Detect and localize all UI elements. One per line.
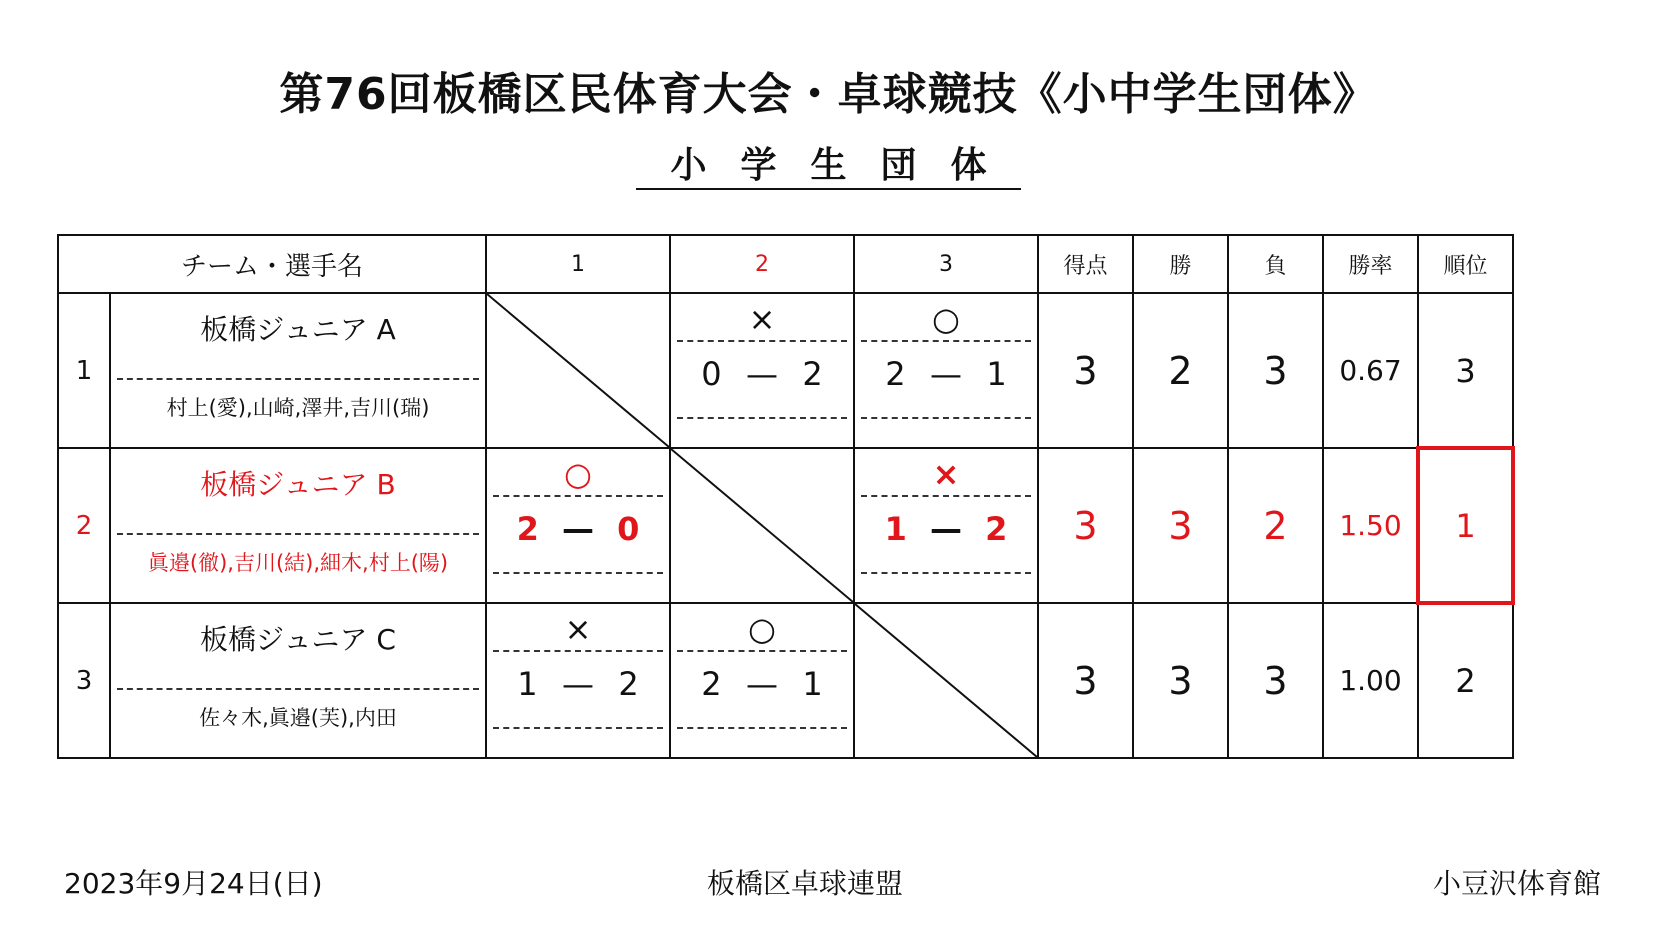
match-score xyxy=(671,664,853,704)
score-left: 2 xyxy=(516,510,539,548)
match-score xyxy=(855,509,1037,549)
header-points: 得点 xyxy=(1038,235,1133,293)
score-right: 2 xyxy=(985,510,1008,548)
self-match-cell xyxy=(854,603,1038,758)
win-rate-value: 1.50 xyxy=(1323,448,1418,603)
header-losses: 負 xyxy=(1228,235,1323,293)
wins-value: 3 xyxy=(1133,448,1228,603)
header-wins: 勝 xyxy=(1133,235,1228,293)
score-right: 1 xyxy=(802,665,823,703)
team-number: 1 xyxy=(58,293,110,448)
win-rate-value: 1.00 xyxy=(1323,603,1418,758)
venue-name: 小豆沢体育館 xyxy=(1432,867,1601,900)
diagonal-line xyxy=(855,604,1037,757)
rank-value: 3 xyxy=(1418,293,1513,448)
team-name: 板橋ジュニア A xyxy=(200,313,396,346)
match-cell xyxy=(670,293,854,448)
league-table xyxy=(57,234,1514,759)
match-cell xyxy=(854,448,1038,603)
score-left: 0 xyxy=(701,355,722,393)
score-dash: — xyxy=(562,510,594,548)
win-mark: ○ xyxy=(564,455,592,493)
score-left: 2 xyxy=(885,355,906,393)
score-left: 1 xyxy=(884,510,907,548)
header-team-player: チーム・選手名 xyxy=(58,235,486,293)
team-number: 2 xyxy=(58,448,110,603)
diagonal-line xyxy=(487,294,669,447)
dashed-divider xyxy=(117,378,479,380)
header-win-rate: 勝率 xyxy=(1323,235,1418,293)
header-opponent-2: 2 xyxy=(670,235,854,293)
event-date: 2023年9月24日(日) xyxy=(64,867,323,900)
header-opponent-1: 1 xyxy=(486,235,670,293)
team-cell xyxy=(110,448,486,603)
rank-value-highlighted xyxy=(1418,448,1513,603)
team-row xyxy=(58,603,1513,758)
header-rank: 順位 xyxy=(1418,235,1513,293)
team-name: 板橋ジュニア B xyxy=(200,468,396,501)
match-cell xyxy=(670,603,854,758)
score-right: 2 xyxy=(618,665,639,703)
match-cell xyxy=(854,293,1038,448)
team-row xyxy=(58,448,1513,603)
losses-value: 2 xyxy=(1228,448,1323,603)
page-subtitle: 小学生団体 xyxy=(636,144,1020,190)
score-dash: — xyxy=(930,510,962,548)
match-score xyxy=(487,509,669,549)
losses-value: 3 xyxy=(1228,603,1323,758)
match-cell xyxy=(486,448,670,603)
team-row xyxy=(58,293,1513,448)
wins-value: 2 xyxy=(1133,293,1228,448)
team-cell xyxy=(110,293,486,448)
team-players: 村上(愛),山崎,澤井,吉川(瑞) xyxy=(166,396,430,420)
rank-value: 1 xyxy=(1455,506,1476,545)
match-cell xyxy=(486,603,670,758)
points-value: 3 xyxy=(1038,448,1133,603)
page-title: 第76回板橋区民体育大会・卓球競技《小中学生団体》 xyxy=(279,69,1378,120)
dashed-divider xyxy=(117,688,479,690)
team-cell xyxy=(110,603,486,758)
team-players: 眞邉(徹),吉川(結),細木,村上(陽) xyxy=(147,551,449,575)
loss-mark: × xyxy=(564,610,592,648)
dashed-divider xyxy=(117,533,479,535)
team-number: 3 xyxy=(58,603,110,758)
points-value: 3 xyxy=(1038,293,1133,448)
losses-value: 3 xyxy=(1228,293,1323,448)
score-dash: — xyxy=(745,665,778,703)
score-dash: — xyxy=(561,665,594,703)
score-left: 1 xyxy=(517,665,538,703)
points-value: 3 xyxy=(1038,603,1133,758)
organizer-name: 板橋区卓球連盟 xyxy=(706,867,903,900)
rank-value: 2 xyxy=(1418,603,1513,758)
loss-mark: × xyxy=(932,455,960,493)
score-right: 1 xyxy=(986,355,1007,393)
match-score xyxy=(855,354,1037,394)
score-dash: — xyxy=(745,355,778,393)
score-right: 2 xyxy=(802,355,823,393)
win-rate-value: 0.67 xyxy=(1323,293,1418,448)
self-match-cell xyxy=(670,448,854,603)
match-score xyxy=(487,664,669,704)
score-left: 2 xyxy=(701,665,722,703)
wins-value: 3 xyxy=(1133,603,1228,758)
score-dash: — xyxy=(929,355,962,393)
win-mark: ○ xyxy=(748,610,776,648)
win-mark: ○ xyxy=(932,300,960,338)
header-opponent-3: 3 xyxy=(854,235,1038,293)
diagonal-line xyxy=(671,449,853,602)
team-name: 板橋ジュニア C xyxy=(200,623,396,656)
header-row xyxy=(58,235,1513,293)
match-score xyxy=(671,354,853,394)
loss-mark: × xyxy=(748,300,776,338)
score-right: 0 xyxy=(617,510,640,548)
self-match-cell xyxy=(486,293,670,448)
team-players: 佐々木,眞邉(芙),内田 xyxy=(199,706,397,730)
